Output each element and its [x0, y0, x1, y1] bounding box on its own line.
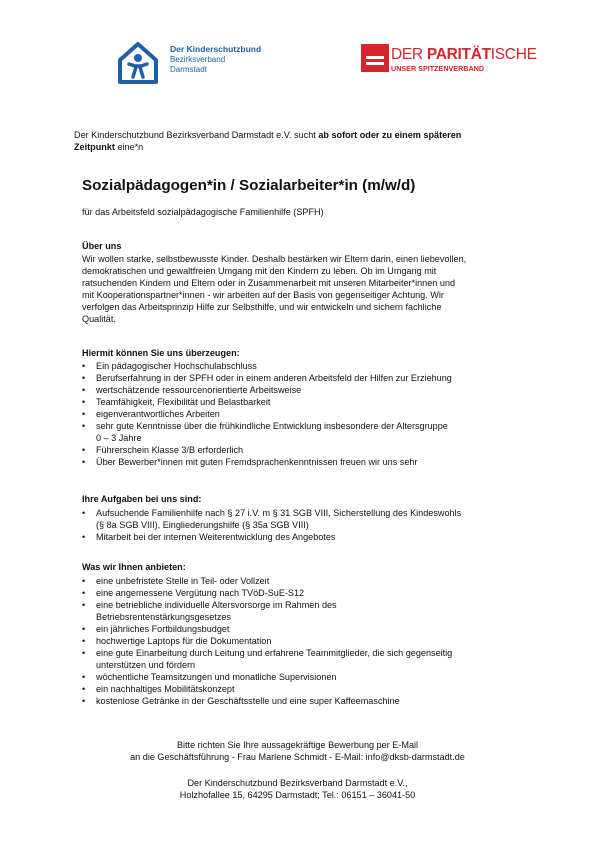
list-item: • Aufsuchende Familienhilfe nach § 27 i.V. m § 31 SGB VIII, Sicherstellung des Kindeswohls (§ 8a SGB VIII), Eingliederungshilfe (§ 35a SGB VIII): [82, 507, 461, 531]
about-paragraph: [82, 253, 552, 326]
list-item: • Führerschein Klasse 3/B erforderlich: [82, 444, 452, 456]
list-item: • ein jährliches Fortbildungsbudget: [82, 623, 452, 635]
list-item: • wertschätzende ressourcenorientierte Arbeitsweise: [82, 384, 452, 396]
offer-heading: Was wir Ihnen anbieten:: [82, 562, 186, 572]
list-item: • kostenlose Getränke in der Geschäftsstelle und eine super Kaffeemaschine: [82, 695, 452, 707]
list-item: • eigenverantwortliches Arbeiten: [82, 408, 452, 420]
logo-line-2: Bezirksverband: [170, 54, 226, 64]
paritaet-name: DER PARITÄTISCHE: [391, 46, 537, 63]
list-item: • eine gute Einarbeitung durch Leitung und erfahrene Teammitglieder, die sich gegenseitig unterstützen und fördern: [82, 647, 452, 671]
logo-line-1: Der Kinderschutzbund: [170, 44, 262, 54]
about-line: demokratischen und gewaltfreien Umgang mit den Kindern zu leben. Ob im Umgang mit: [82, 266, 437, 277]
address-line-1: Der Kinderschutzbund Bezirksverband Darmstadt e.V.,: [187, 778, 408, 788]
list-item: • Mitarbeit bei der internen Weiterentwicklung des Angebotes: [82, 531, 461, 543]
application-info: [0, 739, 595, 763]
paritaetische-logo: [361, 44, 541, 78]
kinderschutzbund-logo-text: [170, 44, 261, 76]
intro-line: Der Kinderschutzbund Bezirksverband Darmstadt e.V. sucht ab sofort oder zu einem späteren: [74, 130, 462, 140]
tasks-heading: Ihre Aufgaben bei uns sind:: [82, 494, 202, 504]
requirements-heading: Hiermit können Sie uns überzeugen:: [82, 348, 240, 358]
logo-line-3: Darmstadt: [170, 65, 207, 74]
offer-list: [82, 575, 452, 707]
list-item: • eine angemessene Vergütung nach TVöD-SuE-S12: [82, 587, 452, 599]
address-block: [0, 777, 595, 801]
application-line-2: an die Geschäftsführung - Frau Marlene Schmidt - E-Mail: info@dksb-darmstadt.de: [130, 752, 465, 762]
list-item: • eine betriebliche individuelle Altersvorsorge im Rahmen des Betriebsrentenstärkungsgesetzes: [82, 599, 452, 623]
paritaet-subtitle: UNSER SPITZENVERBAND: [391, 64, 485, 73]
list-item: • Teamfähigkeit, Flexibilität und Belastbarkeit: [82, 396, 452, 408]
about-line: mit Kooperationspartner*innen - wir arbeiten auf der Basis von gegenseitiger Achtung. Wir: [82, 290, 444, 301]
list-item: • eine unbefristete Stelle in Teil- oder Vollzeit: [82, 575, 452, 587]
list-item: • wöchentliche Teamsitzungen und monatliche Supervisionen: [82, 671, 452, 683]
tasks-list: [82, 507, 461, 543]
list-item: • Berufserfahrung in der SPFH oder in einem anderen Arbeitsfeld der Hilfen zur Erziehung: [82, 372, 452, 384]
list-item: • Ein pädagogischer Hochschulabschluss: [82, 360, 452, 372]
list-item: • ein nachhaltiges Mobilitätskonzept: [82, 683, 452, 695]
paritaet-mark-icon: [361, 44, 389, 72]
intro-line-2: Zeitpunkt eine*n: [74, 142, 144, 152]
requirements-list: [82, 360, 452, 468]
address-line-2: Holzhofallee 15, 64295 Darmstadt; Tel.: 06151 – 36041-50: [179, 790, 416, 800]
page-subtitle: für das Arbeitsfeld sozialpädagogische Familienhilfe (SPFH): [82, 207, 324, 217]
application-line-1: Bitte richten Sie Ihre aussagekräftige Bewerbung per E-Mail: [176, 740, 419, 750]
kinderschutzbund-logo: [116, 40, 286, 86]
house-child-icon: [116, 40, 160, 86]
about-line: Wir wollen starke, selbstbewusste Kinder. Deshalb bestärken wir Eltern darin, einen liebevollen,: [82, 254, 467, 264]
about-line: Qualität.: [82, 314, 116, 325]
about-heading: Über uns: [82, 241, 122, 251]
about-line: ratsuchenden Kindern und Eltern oder in Zusammenarbeit mit unseren Mitarbeiter*innen und: [82, 278, 456, 289]
list-item: • Über Bewerber*innen mit guten Fremdsprachenkenntnissen freuen wir uns sehr: [82, 456, 452, 468]
page-title: Sozialpädagogen*in / Sozialarbeiter*in (m/w/d): [82, 177, 416, 194]
list-item: • hochwertige Laptops für die Dokumentation: [82, 635, 452, 647]
about-line: verfolgen das Arbeitsprinzip Hilfe zur Selbsthilfe, und wir entwickeln und sichern fachliche: [82, 302, 442, 313]
list-item: • sehr gute Kenntnisse über die frühkindliche Entwicklung insbesondere der Altersgruppe 0 – 3 Jahre: [82, 420, 452, 444]
